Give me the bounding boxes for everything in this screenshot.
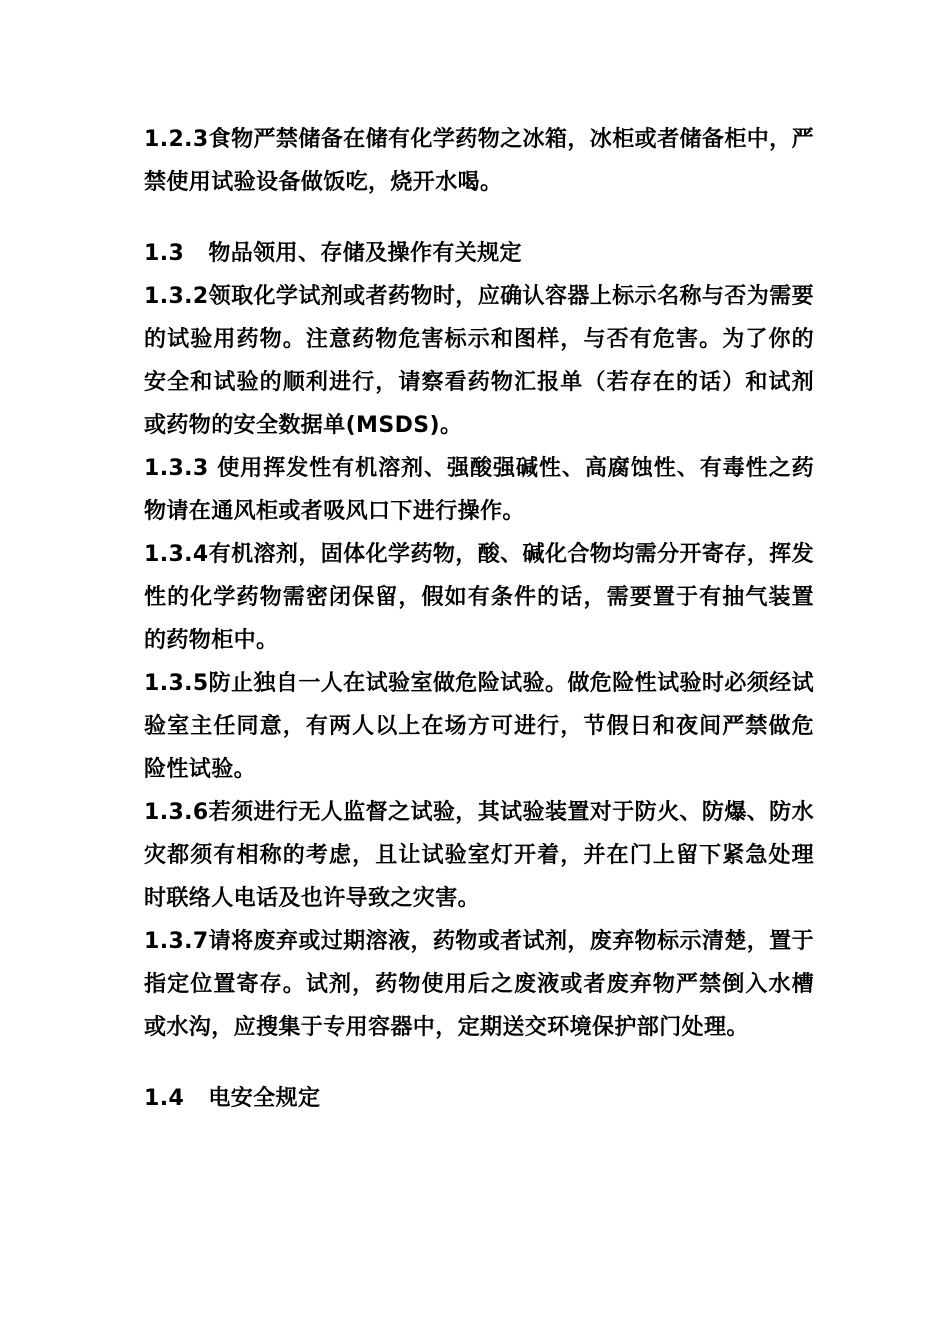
document-body: [144, 118, 814, 1120]
paragraph-1-3-5: 1.3.5防止独自一人在试验室做危险试验。做危险性试验时必须经试验室主任同意，有两人以上在场方可进行，节假日和夜间严禁做危险性试验。: [144, 671, 814, 782]
paragraph-1-3-2: 1.3.2领取化学试剂或者药物时，应确认容器上标示名称与否为需要的试验用药物。注意药物危害标示和图样，与否有危害。为了你的安全和试验的顺利进行，请察看药物汇报单（若存在的话）和试剂或药物的安全数据单(MSDS)。: [144, 284, 814, 438]
paragraph-1-3-6: 1.3.6若须进行无人监督之试验，其试验装置对于防火、防爆、防水灾都须有相称的考虑，且让试验室灯开着，并在门上留下紧急处理时联络人电话及也许导致之灾害。: [144, 800, 814, 911]
paragraph-1-3-3: 1.3.3 使用挥发性有机溶剂、强酸强碱性、高腐蚀性、有毒性之药物请在通风柜或者吸风口下进行操作。: [144, 456, 814, 524]
section-heading-1-4: 1.4 电安全规定: [144, 1086, 321, 1111]
paragraph-1-2-3: 1.2.3食物严禁储备在储有化学药物之冰箱，冰柜或者储备柜中，严禁使用试验设备做饭吃，烧开水喝。: [144, 127, 814, 195]
section-heading-1-3: 1.3 物品领用、存储及操作有关规定: [144, 241, 522, 266]
paragraph-1-3-4: 1.3.4有机溶剂，固体化学药物，酸、碱化合物均需分开寄存，挥发性的化学药物需密闭保留，假如有条件的话，需要置于有抽气装置的药物柜中。: [144, 542, 814, 653]
paragraph-1-3-7: 1.3.7请将废弃或过期溶液，药物或者试剂，废弃物标示清楚，置于指定位置寄存。试剂，药物使用后之废液或者废弃物严禁倒入水槽或水沟，应搜集于专用容器中，定期送交环境保护部门处理。: [144, 929, 814, 1040]
